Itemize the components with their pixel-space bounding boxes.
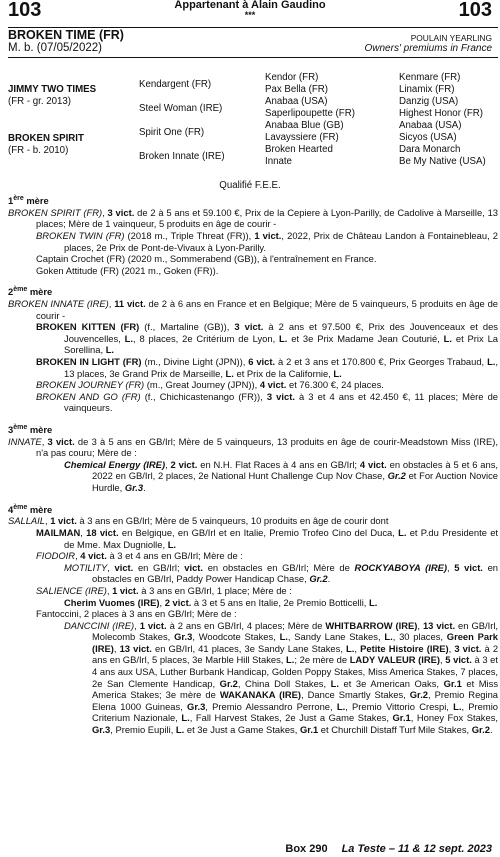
footer xyxy=(285,843,492,855)
produce-fiodoir: FIODOIR, 4 vict. à 3 et 4 ans en GB/Irl; Mère de : xyxy=(36,550,243,562)
second-dam-record: BROKEN INNATE (IRE), 11 vict. de 2 à 6 ans en France et en Belgique; Mère de 5 vainqueurs, 5 produits en âge de courir - xyxy=(8,298,499,321)
produce-danccini: DANCCINI (IRE), 1 vict. à 2 ans en GB/Irl, 4 places; Mère de WHITBARROW (IRE), 13 vict. en GB/Irl, Molecomb Stakes, Gr.3, Woodcote Stakes, L., Sandy Lane Stakes, L., 30 places, Green Park (IRE), 13 vict. en GB/Irl, 41 places, 3e Sandy Lane Stakes, L., Petite Histoire (IRE), 3 vict. à 2 ans en GB/Irl, 5 places, 3e Marble Hill Stakes, L.; 2e mère de LADY VALEUR (IRE), 5 vict. à 3 et 4 ans aux USA, Luther Burbank Handicap, Golden Poppy Stakes, Miss America Stakes, 7 places, 2e San Clemente Handicap, Gr.2, China Doll Stakes, L. et 3e American Oaks, Gr.1 et Miss America Stakes; 3e mère de WAKANAKA (IRE), Dance Smartly Stakes, Gr.2, Premio Regina Elena 1000 Guineas, Gr.3, Premio Alessandro Perrone, L., Premio Vittorio Crespi, L., Premio Criterium Nazionale, L., Fall Harvest Stakes, 2e Just a Game Stakes, Gr.1, Honey Fox Stakes, Gr.3, Premio Eupili, L. et 3e Just a Game Stakes, Gr.1 et Churchill Distaff Turf Mile Stakes, Gr.2. xyxy=(64,619,499,736)
section-1ere-mere: 1ère mère xyxy=(8,195,49,207)
gen3-4: Anabaa Blue (GB) xyxy=(265,120,344,131)
section-3eme-mere: 3ème mère xyxy=(8,423,53,436)
section-4eme-mere: 4ème mère xyxy=(8,503,53,515)
gen2-2: Spirit One (FR) xyxy=(139,127,205,138)
header-rule xyxy=(8,57,498,58)
dam-info: (FR - b. 2010) xyxy=(8,145,69,156)
gen4-7: Be My Native (USA) xyxy=(399,156,486,167)
gen4-6: Dara Monarch xyxy=(399,144,461,155)
produce-goken-attitude: Goken Attitude (FR) (2021 m., Goken (FR)). xyxy=(36,264,219,276)
lot-number-left: 103 xyxy=(8,0,42,21)
sire-info: (FR - gr. 2013) xyxy=(8,96,71,107)
horse-name: BROKEN TIME (FR) xyxy=(8,28,124,42)
produce-broken-journey: BROKEN JOURNEY (FR) (m., Great Journey (JPN)), 4 vict. et 76.300 €, 24 places. xyxy=(36,379,384,391)
produce-captain-crochet: Captain Crochet (FR) (2020 m., Sommerabend (GB)), à l'entraînement en France. xyxy=(36,253,377,265)
lot-number-right: 103 xyxy=(458,0,492,21)
gen3-2: Anabaa (USA) xyxy=(265,96,328,107)
category-tag: POULAIN YEARLING xyxy=(410,33,492,43)
gen4-2: Danzig (USA) xyxy=(399,96,459,107)
produce-broken-twin: BROKEN TWIN (FR) (2018 m., Triple Threat (FR)), 1 vict., 2022, Prix de Château Landon à Fontainebleau, 2 places, 2e Prix de Pont-de-Vivaux à Lyon-Parilly. xyxy=(36,229,498,253)
gen4-3: Highest Honor (FR) xyxy=(399,108,483,119)
produce-record xyxy=(8,193,498,736)
horse-info: M. b. (07/05/2022) xyxy=(8,42,102,54)
dam-record: BROKEN SPIRIT (FR), 3 vict. de 2 à 5 ans et 59.100 €, Prix de la Cepiere à Lyon-Parilly, de Cadolive à Marseille, 13 places; Mère de 1 vainqueur, 5 produits en âge de courir - xyxy=(8,206,499,230)
produce-salience: SALIENCE (IRE), 1 vict. à 3 ans en GB/Irl, 1 place; Mère de : xyxy=(36,584,292,596)
gen2-3: Broken Innate (IRE) xyxy=(139,151,225,162)
gen4-5: Sicyos (USA) xyxy=(399,132,457,143)
gen3-3: Saperlipoupette (FR) xyxy=(265,108,355,119)
produce-cherim-vuomes: Cherim Vuomes (IRE), 2 vict. à 3 et 5 ans en Italie, 2e Premio Botticelli, L. xyxy=(64,596,378,608)
third-dam-record: INNATE, 3 vict. de 3 à 5 ans en GB/Irl; Mère de 5 vainqueurs, 13 produits en âge de courir-Meadstown Miss (IRE), n'a pas couru; Mère de : xyxy=(8,435,499,459)
gen3-0: Kendor (FR) xyxy=(265,72,319,83)
gen4-4: Anabaa (USA) xyxy=(399,120,462,131)
box-number: Box 290 xyxy=(285,843,328,855)
gen2-0: Kendargent (FR) xyxy=(139,79,212,90)
gen3-5: Lavayssiere (FR) xyxy=(265,132,339,143)
sire-name: JIMMY TWO TIMES xyxy=(8,84,97,95)
sale-place-date: La Teste – 11 & 12 sept. 2023 xyxy=(341,843,492,855)
owner-line: Appartenant à Alain Gaudino xyxy=(174,0,326,11)
gen3-6: Broken Hearted xyxy=(265,144,333,155)
gen2-1: Steel Woman (IRE) xyxy=(139,103,223,114)
produce-fantoccini: Fantoccini, 2 places à 3 ans en GB/Irl; Mère de : xyxy=(36,608,237,620)
gen3-1: Pax Bella (FR) xyxy=(265,84,328,95)
produce-motility: MOTILITY, vict. en GB/Irl; vict. en obstacles en GB/Irl; Mère de ROCKYABOYA (IRE), 5 vict. en obstacles en GB/Irl, Paddy Power Handicap Chase, Gr.2. xyxy=(64,561,499,585)
produce-broken-and-go: BROKEN AND GO (FR) (f., Chichicastenango (FR)), 3 vict. à 3 et 4 ans et 42.450 €, 11 places; Mère de vainqueurs. xyxy=(36,390,499,414)
section-2eme-mere: 2ème mère xyxy=(8,286,53,298)
produce-chemical-energy: Chemical Energy (IRE), 2 vict. en N.H. Flat Races à 4 ans en GB/Irl; 4 vict. en obstacles à 5 et 6 ans, 2022 en GB/Irl, 2 places, 2e National Hunt Challenge Cup Nov Chase, Gr.2 et For Auction Novice Hurdle, Gr.3. xyxy=(64,458,498,494)
qualification: Qualifié F.E.E. xyxy=(219,180,281,191)
produce-broken-kitten: BROKEN KITTEN (FR) (f., Martaline (GB)), 3 vict. à 2 ans et 97.500 €, Prix des Jouvenceaux et des Jouvencelles, L., 8 places, 2e Critérium de Lyon, L. et 3e Prix Madame Jean Couturié, L. et Prix La Sorellina, L. xyxy=(36,321,498,356)
produce-broken-in-light: BROKEN IN LIGHT (FR) (m., Divine Light (JPN)), 6 vict. à 2 et 3 ans et 170.800 €, Prix Georges Trabaud, L., 13 places, 3e Grand Prix de Marseille, L. et Prix de la Californie, L. xyxy=(36,355,499,379)
dam-name: BROKEN SPIRIT xyxy=(8,133,84,144)
produce-mailman: MAILMAN, 18 vict. en Belgique, en GB/Irl et en Italie, Premio Trofeo Cino del Duca, L. et P.du Presidente et de Mme. Max Dugniolle, L. xyxy=(36,526,499,550)
gen4-1: Linamix (FR) xyxy=(399,84,455,95)
gen3-7: Innate xyxy=(265,156,292,167)
fourth-dam-record: SALLAIL, 1 vict. à 3 ans en GB/Irl; Mère de 5 vainqueurs, 10 produits en âge de courir dont xyxy=(8,515,389,527)
gen4-0: Kenmare (FR) xyxy=(399,72,461,83)
stars: *** xyxy=(244,10,256,20)
premium-tag: Owners' premiums in France xyxy=(364,43,492,54)
